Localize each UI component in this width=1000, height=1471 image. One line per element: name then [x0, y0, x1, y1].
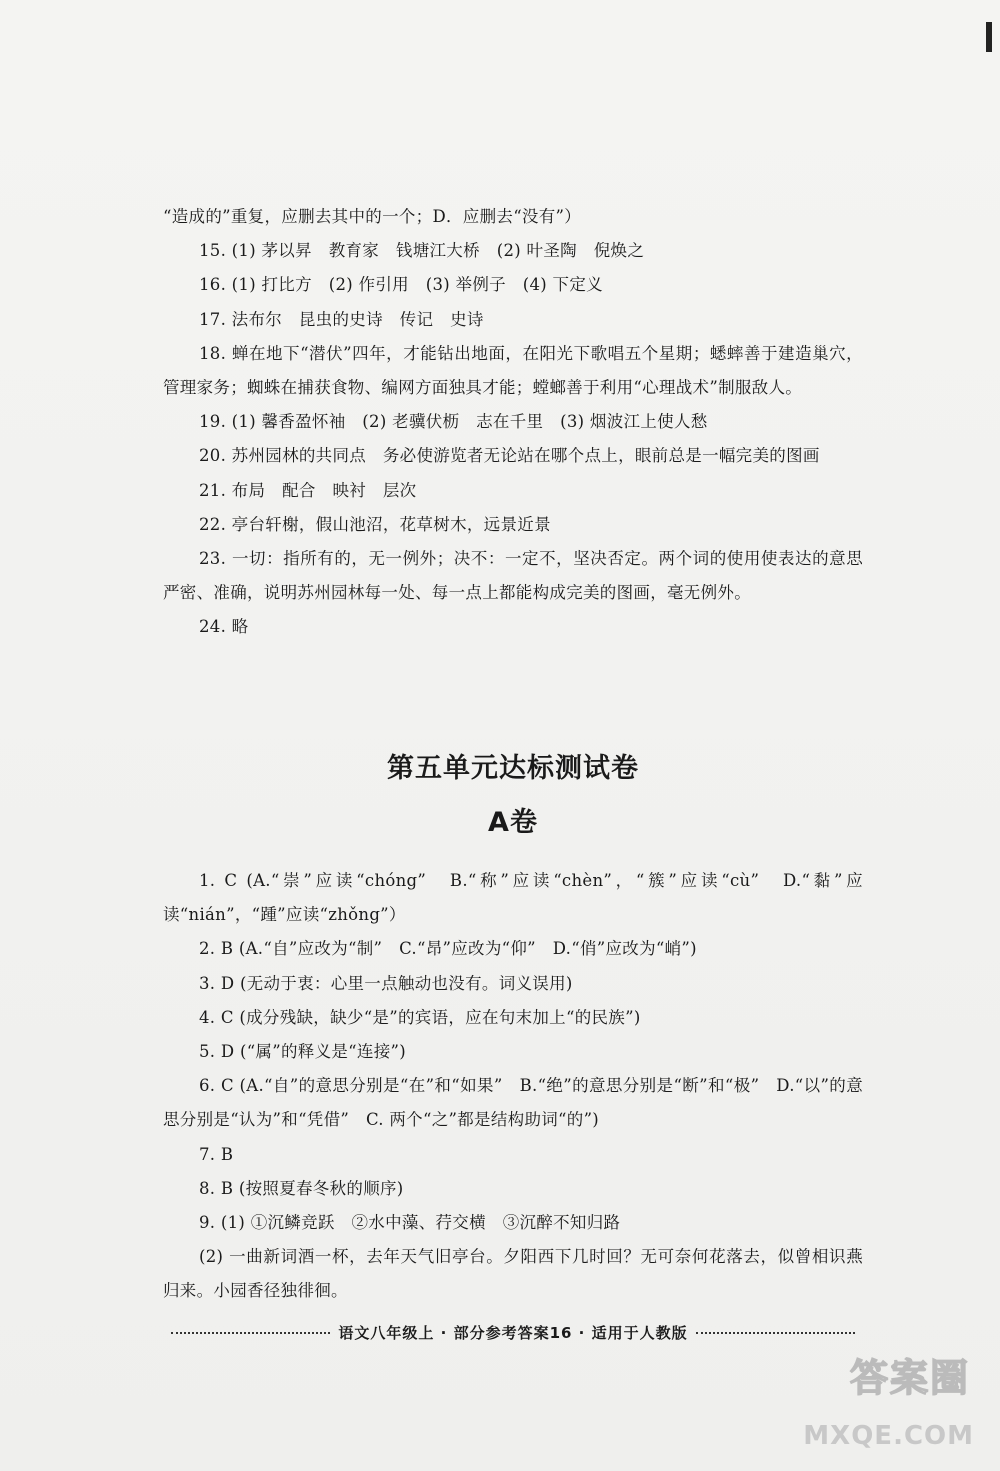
answer-line-21: 21. 布局 配合 映衬 层次 — [199, 480, 417, 500]
answer-a-6: 6. C (A.“自”的意思分别是“在”和“如果” B.“绝”的意思分别是“断”和“极” D.“以”的意思分别是“认为”和“凭借” C. 两个“之”都是结构助词“的”) — [163, 1076, 863, 1130]
answer-line-18: 18. 蝉在地下“潜伏”四年，才能钻出地面，在阳光下歌唱五个星期；蟋蟀善于建造巢穴，管理家务；蜘蛛在捕获食物、编网方面独具才能；螳螂善于利用“心理战术”制服敌人。 — [163, 343, 863, 398]
answers-bottom — [163, 864, 863, 1309]
answer-line-23: 23. 一切：指所有的，无一例外；决不：一定不，坚决否定。两个词的使用使表达的意思严密、准确，说明苏州园林每一处、每一点上都能构成完美的图画，毫无例外。 — [163, 549, 863, 603]
footer-dots-right — [696, 1332, 855, 1334]
answer-line-19: 19. (1) 馨香盈怀袖 (2) 老骥伏枥 志在千里 (3) 烟波江上使人愁 — [199, 412, 708, 432]
watermark-url: MXQE.COM — [803, 1421, 974, 1451]
answer-line-16: 16. (1) 打比方 (2) 作引用 (3) 举例子 (4) 下定义 — [199, 275, 603, 295]
answer-a-9-1: 9. (1) ①沉鳞竞跃 ②水中藻、荇交横 ③沉醉不知归路 — [199, 1213, 621, 1233]
answer-a-2: 2. B (A.“自”应改为“制” C.“昂”应改为“仰” D.“俏”应改为“峭”) — [199, 939, 697, 959]
answer-line-20: 20. 苏州园林的共同点 务必使游览者无论站在哪个点上，眼前总是一幅完美的图画 — [199, 446, 820, 466]
answer-a-3: 3. D (无动于衷：心里一点触动也没有。词义误用) — [199, 973, 573, 993]
answer-line-24: 24. 略 — [199, 617, 249, 637]
answer-line-14-cont: “造成的”重复，应删去其中的一个；D．应删去“没有”） — [163, 207, 582, 226]
watermark — [790, 1337, 980, 1457]
corner-mark — [986, 22, 992, 52]
answer-a-1: 1. C (A.“崇”应读“chóng” B.“称”应读“chèn”，“簇”应读“cù” D.“黏”应读“nián”，“踵”应读“zhǒng”） — [163, 871, 863, 925]
answers-top — [163, 200, 863, 645]
page-footer — [163, 1322, 863, 1343]
answer-a-7: 7. B — [199, 1144, 234, 1164]
answer-a-8: 8. B (按照夏春冬秋的顺序) — [199, 1178, 404, 1198]
section-title: 第五单元达标测试卷 — [387, 753, 639, 784]
footer-text: 语文八年级上 · 部分参考答案16 · 适用于人教版 — [338, 1324, 688, 1342]
answer-a-4: 4. C (成分残缺，缺少“是”的宾语，应在句末加上“的民族”) — [199, 1007, 641, 1027]
watermark-logo: 答案圈 — [849, 1356, 970, 1400]
footer-dots-left — [171, 1332, 330, 1334]
answer-a-9-2: (2) 一曲新词酒一杯，去年天气旧亭台。夕阳西下几时回？无可奈何花落去，似曾相识燕归来。小园香径独徘徊。 — [163, 1247, 863, 1301]
sub-title: A卷 — [488, 807, 538, 838]
answer-a-5: 5. D (“属”的释义是“连接”) — [199, 1042, 406, 1062]
answer-line-15: 15. (1) 茅以昇 教育家 钱塘江大桥 (2) 叶圣陶 倪焕之 — [199, 241, 645, 261]
answer-line-22: 22. 亭台轩榭，假山池沼，花草树木，远景近景 — [199, 514, 551, 534]
answer-line-17: 17. 法布尔 昆虫的史诗 传记 史诗 — [199, 309, 484, 329]
